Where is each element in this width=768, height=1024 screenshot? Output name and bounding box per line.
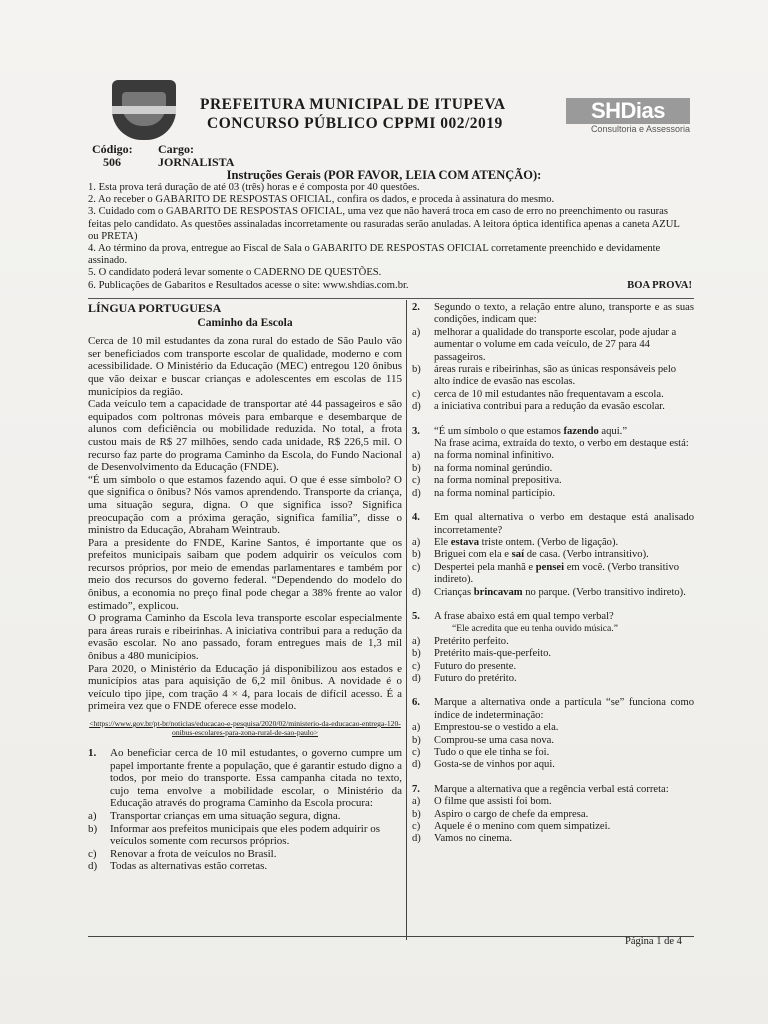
option-letter: c) [88,847,97,860]
option-c [412,747,694,759]
option-text: Aspiro o cargo de chefe da empresa. [434,808,589,820]
text-paragraph: O programa Caminho da Escola leva transporte escolar especialmente para áreas rurais e ribeirinhas. A iniciativa contribui para a redução da evasão escolar. No ano passado, foram entregues mais de 1,3 mil ônibus a 480 municípios. [88,612,402,663]
text-paragraph: Cerca de 10 mil estudantes da zona rural do estado de São Paulo vão ser beneficiados com transporte escolar de qualidade, moderno e com acessibilidade. O Ministério da Educação (MEC) entregou 120 ônibus que vão deixar e buscar crianças e adolescentes em escolas de 115 municípios da região. [88,335,402,398]
option-text [434,562,694,587]
option-d [88,860,402,873]
option-text: Aquele é o menino com quem simpatizei. [434,821,611,833]
option-text: cerca de 10 mil estudantes não frequentavam a escola. [434,388,664,400]
option-text: Renovar a frota de veículos no Brasil. [110,847,277,860]
option-b [412,549,694,561]
text-paragraph: Cada veículo tem a capacidade de transportar até 44 passageiros e são equipados com poltronas móveis para embarque e desembarque de alunos com deficiência ou mobilidade reduzida. No total, a frota custou mais de R$ 27 milhões, sendo cada unidade, R$ 226,5 mil. O recurso faz parte do programa Caminho da Escola, do Fundo Nacional de Desenvolvimento da Educação (FNDE). [88,398,402,474]
option-a [412,537,694,549]
option-b [88,823,402,848]
option-letter: d) [412,759,421,771]
question-subtext: Na frase acima, extraída do texto, o verbo em destaque está: [434,438,689,450]
question-number: 6. [412,697,420,709]
option-text: Gosta-se de vinhos por aqui. [434,759,555,771]
option-text [434,587,694,599]
option-a [412,722,694,734]
option-letter: a) [412,326,421,338]
option-letter: a) [88,809,97,822]
header-subtitle: CONCURSO PÚBLICO CPPMI 002/2019 [207,115,503,132]
question-6 [412,697,694,722]
option-letter: d) [412,833,421,845]
right-column [412,302,694,846]
option-letter: d) [88,860,98,873]
section-divider-top [88,298,694,299]
left-column [88,302,402,873]
spacer [412,414,694,426]
option-text [434,537,694,549]
option-text: na forma nominal gerúndio. [434,462,553,474]
question-text: Marque a alternativa onde a partícula “se” funciona como índice de indeterminação: [434,697,694,721]
shdias-logo [566,98,690,136]
quote-part: aqui.” [598,425,628,437]
option-c [412,661,694,673]
question-3 [412,426,694,451]
instructions-title: Instruções Gerais (POR FAVOR, LEIA COM ATENÇÃO): [226,168,542,182]
option-letter: c) [412,821,421,833]
instruction-item: 5. O candidato poderá levar somente o CADERNO DE QUESTÕES. [88,267,382,279]
instruction-last-row [88,280,692,292]
option-text: Informar aos prefeitos municipais que eles podem adquirir os veículos somente com recursos próprios. [110,822,381,848]
text-title: Caminho da Escola [197,316,293,329]
option-a [412,327,694,364]
instruction-item: 1. Esta prova terá duração de até 03 (três) horas e é composta por 40 questões. [88,182,420,193]
highlighted-verb: fazendo [563,425,599,437]
spacer [412,500,694,512]
option-letter: b) [88,822,98,835]
highlighted-verb: estava [450,536,480,548]
subject-heading: LÍNGUA PORTUGUESA [88,301,222,315]
option-letter: b) [412,549,421,561]
option-letter: a) [412,450,421,462]
cargo-value: JORNALISTA [158,155,235,169]
quoted-sentence: “Ele acredita que eu tenha ouvido música.” [452,623,618,635]
instruction-item: 6. Publicações de Gabaritos e Resultados acesse o site: www.shdias.com.br. [88,279,409,291]
option-d [412,587,694,599]
municipal-crest-icon [112,80,176,140]
highlighted-verb: brincavam [473,586,523,598]
instructions-block [88,182,692,292]
option-letter: b) [412,648,421,660]
option-letter: d) [412,487,421,499]
spacer [412,599,694,611]
option-letter: d) [412,672,421,684]
option-text: Todas as alternativas estão corretas. [110,860,268,873]
spacer [412,772,694,784]
option-d [412,488,694,500]
code-label: Código: [92,142,133,156]
option-b [412,648,694,660]
question-text: A frase abaixo está em qual tempo verbal? [434,610,614,622]
question-number: 3. [412,425,420,437]
instruction-item: 2. Ao receber o GABARITO DE RESPOSTAS OFICIAL, confira os dados, e proceda à assinatura do mesmo. [88,194,555,206]
option-part: em você. (Verbo transitivo indireto). [434,561,680,586]
option-part: de casa. (Verbo intransitivo). [524,549,649,561]
question-text: Em qual alternativa o verbo em destaque está analisado incorretamente? [434,512,694,536]
option-letter: a) [412,635,421,647]
option-letter: d) [412,586,421,598]
option-letter: a) [412,796,421,808]
question-5 [412,611,694,623]
header-title: PREFEITURA MUNICIPAL DE ITUPEVA [200,96,506,113]
option-part: no parque. (Verbo transitivo indireto). [522,586,686,598]
instruction-item: 3. Cuidado com o GABARITO DE RESPOSTAS OFICIAL, uma vez que não haverá troca em caso de erro no preenchimento ou rasuras feitas pelo candidato. As questões assinaladas incorretamente ou rasuradas serão anuladas. A leitora óptica identifica apenas a caneta AZUL ou PRETA) [88,206,680,242]
logo-subtitle: Consultoria e Assessoria [590,124,690,134]
option-letter: b) [412,734,421,746]
option-text: Futuro do presente. [434,660,517,672]
option-a [412,450,694,462]
option-text: melhorar a qualidade do transporte escolar, pode ajudar a aumentar o volume em cada veículo, de 27 para 44 passageiros. [434,326,677,363]
question-text: Segundo o texto, a relação entre aluno, transporte e as suas condições, indicam que: [434,302,694,326]
option-a [412,636,694,648]
question-number: 2. [412,302,420,313]
question-text: Marque a alternativa que a regência verbal está correta: [434,783,669,795]
option-part: Briguei com ela e [434,549,512,561]
question-number: 7. [412,783,420,795]
option-text: a iniciativa contribui para a redução da evasão escolar. [434,401,665,413]
option-text: Futuro do pretérito. [434,672,517,684]
option-text: Pretérito mais-que-perfeito. [434,648,552,660]
question-text [434,426,694,451]
option-text [434,549,694,561]
option-letter: b) [412,364,421,376]
option-text: Transportar crianças em uma situação segura, digna. [110,809,341,822]
option-text: Comprou-se uma casa nova. [434,734,555,746]
page-number: Página 1 de 4 [625,936,682,947]
option-c [88,848,402,861]
option-a [412,796,694,808]
question-number: 5. [412,610,420,622]
option-letter: b) [412,808,421,820]
option-letter: a) [412,722,421,734]
option-text: Vamos no cinema. [434,833,512,845]
footer-divider [88,936,694,937]
option-text: Tudo o que ele tinha se foi. [434,747,550,758]
option-b [412,735,694,747]
option-b [412,809,694,821]
spacer [412,685,694,697]
option-part: Crianças [434,586,474,598]
option-text: na forma nominal particípio. [434,487,556,499]
highlighted-verb: pensei [535,561,565,573]
option-d [412,759,694,771]
text-paragraph: “É um símbolo o que estamos fazendo aqui. O que é esse símbolo? O que significa o ônibus? Nós vamos aprendendo. Transporte da criança, uma situação segura, digna. O que significa isso? Significa preocupação com a próxima geração, significa família”, disse o ministro da Educação, Abraham Weintraub. [88,473,402,537]
option-letter: b) [412,462,421,474]
crest-band [112,106,176,114]
option-b [412,463,694,475]
option-c [412,475,694,487]
text-paragraph: Para a presidente do FNDE, Karine Santos, é importante que os prefeitos municipais saibam que podem adquirir os veículos com recursos próprios, por meio de emendas parlamentares e também por meio dos recursos do governo federal. “Dependendo do modelo do ônibus, a economia no preço final pode chegar a 38% frente ao valor estimado”, explicou. [88,536,402,612]
question-7 [412,784,694,796]
boa-prova: BOA PROVA! [627,279,692,291]
column-divider [406,300,407,940]
option-d [412,833,694,845]
question-2 [412,302,694,327]
question-4 [412,512,694,537]
option-text: na forma nominal infinitivo. [434,450,555,462]
question-number: 4. [412,512,420,524]
option-part: Ele [434,536,451,548]
cargo-label: Cargo: [158,142,194,156]
question-text: Ao beneficiar cerca de 10 mil estudantes, o governo cumpre um papel importante frente a população, que é garantir estudo digno a todos, por meio do transporte. Essa campanha citada no texto, cujo tema envolve a mobilidade escolar, o Ministério da Educação através do programa Caminho da Escola procura: [110,747,402,810]
option-letter: c) [412,561,421,573]
option-letter: a) [412,536,421,548]
text-paragraph: Para 2020, o Ministério da Educação já disponibilizou aos estados e municípios atas para aquisição de 6,2 mil ônibus. A novidade é o veículo tipo jipe, com tração 4 × 4, para locais de difícil acesso. É a primeira vez que o FNDE oferece esse modelo. [88,662,402,713]
instruction-item: 4. Ao término da prova, entregue ao Fiscal de Sala o GABARITO DE RESPOSTAS OFICIAL corretamente preenchido e devidamente assinado. [88,243,661,267]
option-b [412,364,694,389]
option-a [88,810,402,823]
option-c [412,389,694,401]
question-number: 1. [88,747,97,759]
option-text: áreas rurais e ribeirinhas, são as únicas responsáveis pelo alto índice de evasão nas escolas. [434,364,677,388]
quote-part: “É um símbolo o que estamos [434,425,564,437]
option-text: Emprestou-se o vestido a ela. [434,722,559,734]
option-letter: d) [412,401,421,413]
option-letter: c) [412,475,421,487]
option-c [412,821,694,833]
option-part: triste ontem. (Verbo de ligação). [479,536,619,548]
logo-text: SHDias [566,98,690,124]
option-part: Despertei pela manhã e [434,561,536,573]
option-text: O filme que assisti foi bom. [434,796,552,808]
option-d [412,673,694,685]
question-1 [88,747,402,810]
option-letter: c) [412,660,421,672]
option-text: Pretérito perfeito. [434,635,509,647]
highlighted-verb: saí [511,549,525,561]
option-c [412,562,694,587]
option-letter: c) [412,747,421,758]
option-letter: c) [412,388,421,400]
option-d [412,401,694,413]
source-link[interactable]: <https://www.gov.br/pt-br/noticias/educacao-e-pesquisa/2020/02/ministerio-da-educacao-entrega-120-onibus-escolares-para-zona-rural-de-sao-paulo> [89,719,401,737]
option-text: na forma nominal prepositiva. [434,475,562,487]
code-value: 506 [103,155,121,169]
